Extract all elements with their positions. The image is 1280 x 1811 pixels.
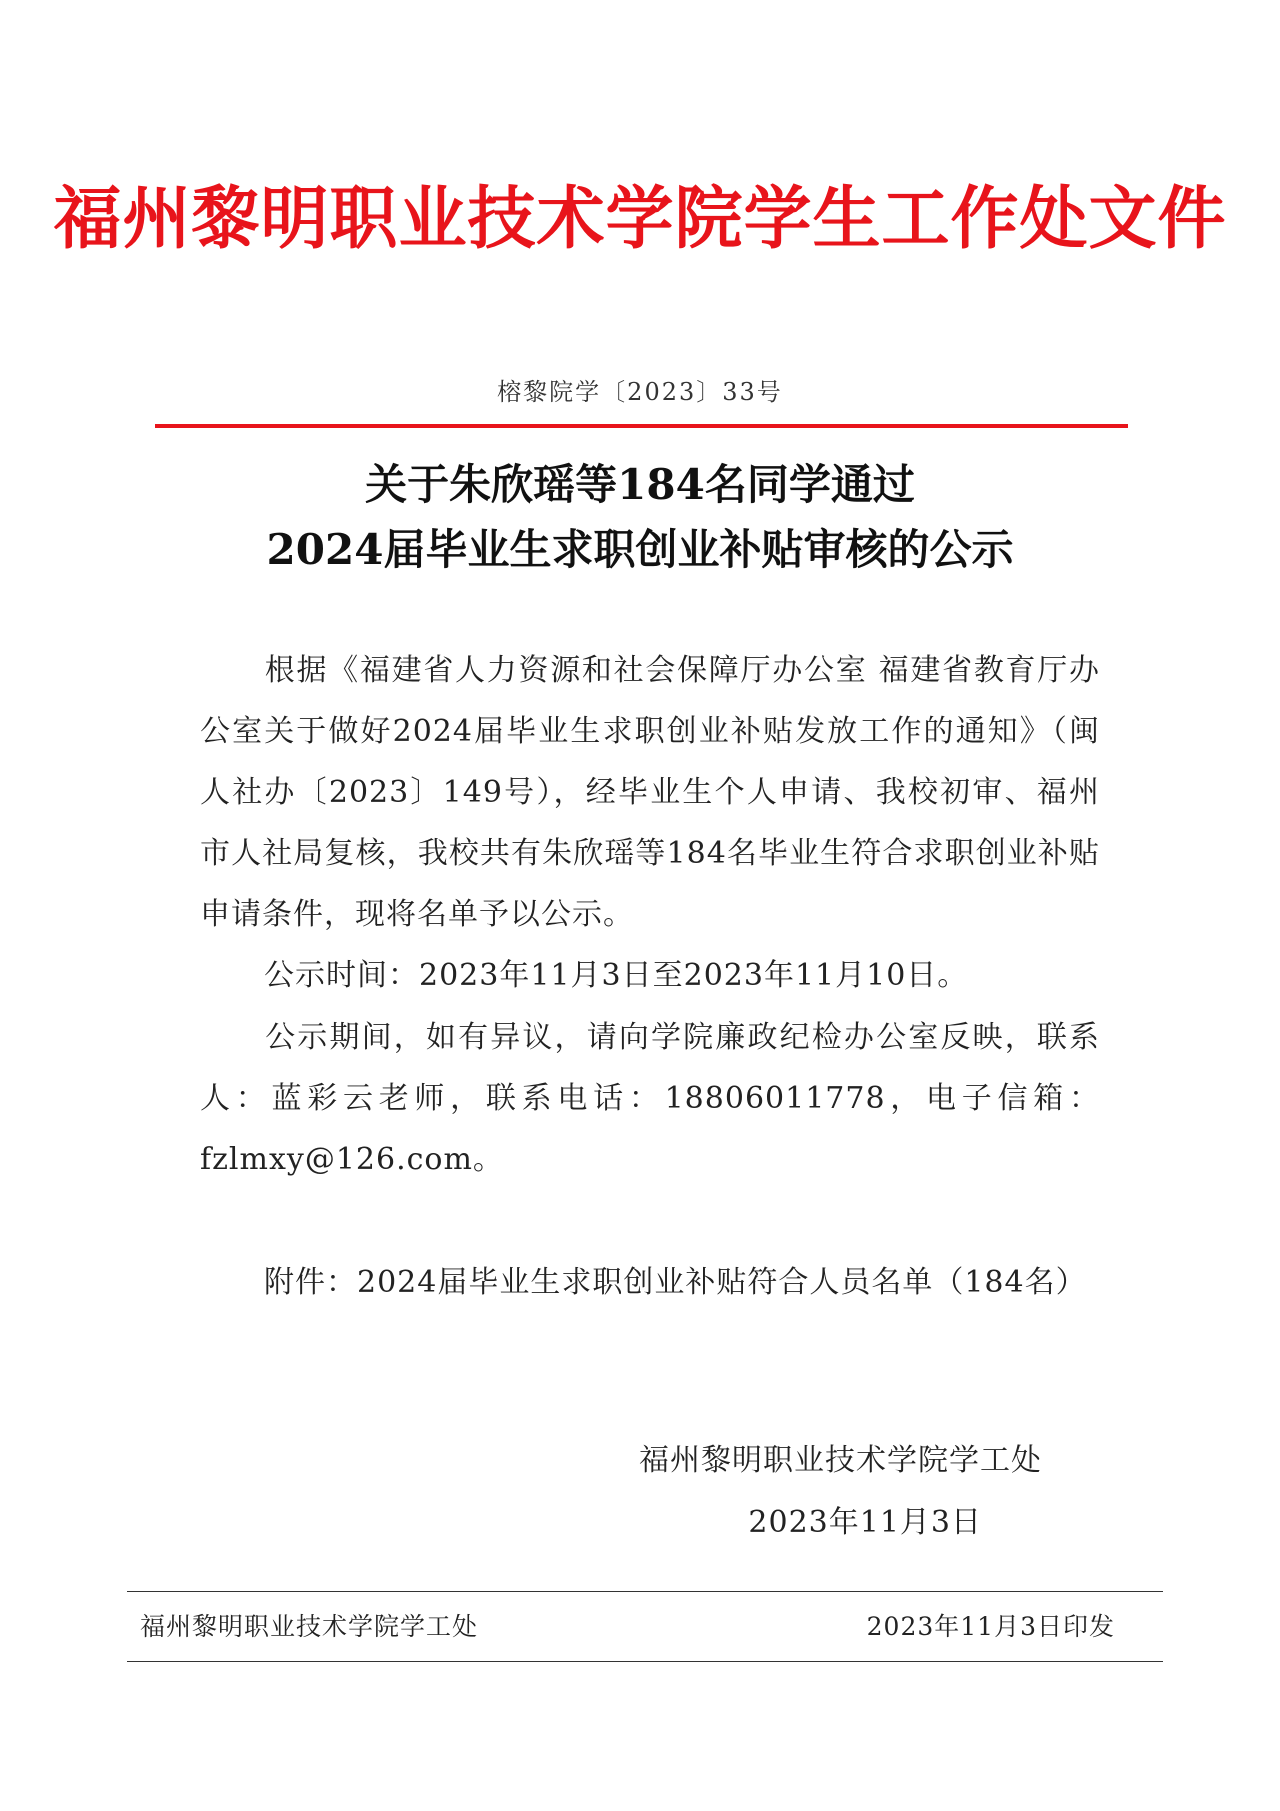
attachment-note-text: 附件：2024届毕业生求职创业补贴符合人员名单（184名） xyxy=(264,1265,1087,1300)
body-paragraph-contact-text: 公示期间，如有异议，请向学院廉政纪检办公室反映，联系人：蓝彩云老师，联系电话：18806011778，电子信箱：fzlmxy@126.com。 xyxy=(200,1020,1100,1177)
body-paragraph-period xyxy=(200,945,1100,1006)
footer-bottom-divider xyxy=(127,1661,1163,1662)
footer-issue-date: 2023年11月3日印发 xyxy=(866,1612,1115,1641)
document-header-title: 福州黎明职业技术学院学生工作处文件 xyxy=(53,180,1227,259)
notice-title-line-1: 关于朱欣瑶等184名同学通过 xyxy=(365,460,915,509)
document-number: 榕黎院学〔2023〕33号 xyxy=(497,378,783,406)
header-red-divider xyxy=(155,424,1128,428)
attachment-note xyxy=(200,1252,1100,1313)
footer-issuing-organization: 福州黎明职业技术学院学工处 xyxy=(140,1612,479,1641)
body-paragraph-period-text: 公示时间：2023年11月3日至2023年11月10日。 xyxy=(264,958,969,993)
body-paragraph-basis xyxy=(200,640,1100,945)
footer-top-divider xyxy=(127,1591,1163,1592)
notice-title-line-2: 2024届毕业生求职创业补贴审核的公示 xyxy=(266,525,1014,574)
signature-date: 2023年11月3日 xyxy=(748,1505,982,1540)
signature-organization: 福州黎明职业技术学院学工处 xyxy=(639,1443,1042,1478)
body-paragraph-contact xyxy=(200,1007,1100,1190)
body-paragraph-basis-text: 根据《福建省人力资源和社会保障厅办公室 福建省教育厅办公室关于做好2024届毕业生求职创业补贴发放工作的通知》（闽人社办〔2023〕149号），经毕业生个人申请、我校初审、福州市人社局复核，我校共有朱欣瑶等184名毕业生符合求职创业补贴申请条件，现将名单予以公示。 xyxy=(200,653,1100,932)
